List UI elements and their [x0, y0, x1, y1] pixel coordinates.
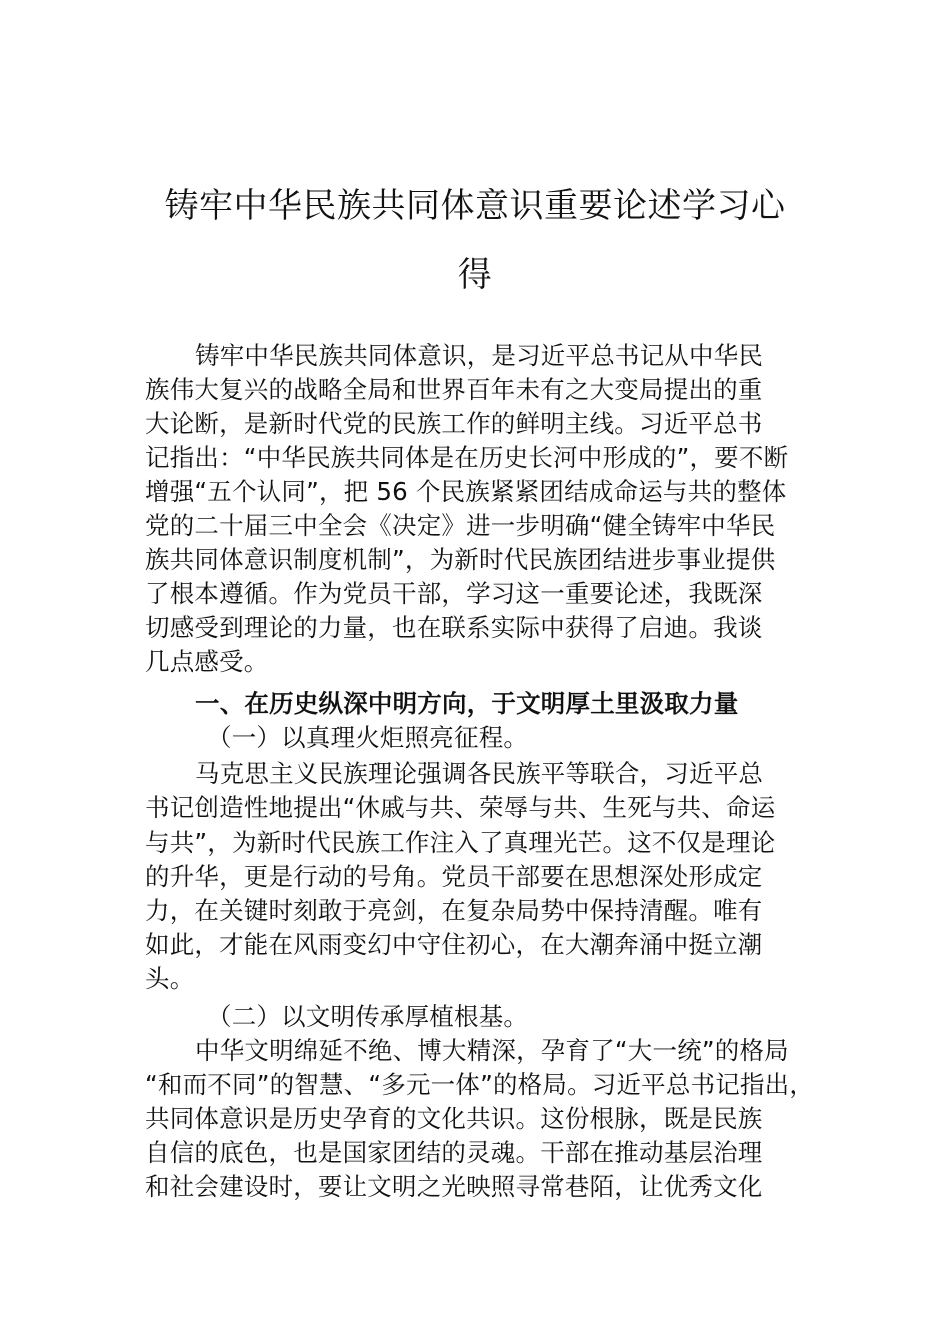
paragraph-line: 中华文明绵延不绝、博大精深，孕育了“大一统”的格局	[195, 1036, 789, 1065]
paragraph-line: 党的二十届三中全会《决定》进一步明确“健全铸牢中华民	[145, 511, 776, 540]
document-title-line-2: 得	[457, 255, 493, 295]
paragraph-line: 力，在关键时刻敢于亮剑，在复杂局势中保持清醒。唯有	[145, 896, 763, 925]
paragraph-line: 铸牢中华民族共同体意识，是习近平总书记从中华民	[195, 341, 764, 370]
paragraph-line: 切感受到理论的力量，也在联系实际中获得了启迪。我谈	[145, 613, 763, 642]
paragraph-line: 族共同体意识制度机制”，为新时代民族团结进步事业提供	[145, 545, 776, 574]
paragraph-line: 大论断，是新时代党的民族工作的鲜明主线。习近平总书	[145, 409, 763, 438]
paragraph-line: 的升华，更是行动的号角。党员干部要在思想深处形成定	[145, 862, 763, 891]
paragraph-line: 族伟大复兴的战略全局和世界百年未有之大变局提出的重	[145, 375, 763, 404]
paragraph-line: 和社会建设时，要让文明之光映照寻常巷陌，让优秀文化	[145, 1172, 763, 1201]
document-title-line-1: 铸牢中华民族共同体意识重要论述学习心	[164, 186, 786, 226]
paragraph-line: 马克思主义民族理论强调各民族平等联合，习近平总	[195, 759, 764, 788]
paragraph-line: 增强“五个认同”，把 56 个民族紧紧团结成命运与共的整体	[145, 477, 787, 506]
paragraph-line: 书记创造性地提出“休戚与共、荣辱与共、生死与共、命运	[145, 793, 776, 822]
paragraph-line: 自信的底色，也是国家团结的灵魂。干部在推动基层治理	[145, 1138, 763, 1167]
paragraph-line: “和而不同”的智慧、“多元一体”的格局。习近平总书记指出，	[145, 1070, 815, 1099]
paragraph-line: 与共”，为新时代民族工作注入了真理光芒。这不仅是理论	[145, 828, 776, 857]
paragraph-line: 头。	[145, 964, 195, 993]
paragraph-line: 记指出：“中华民族共同体是在历史长河中形成的”，要不断	[145, 443, 789, 472]
subsection-heading: （一）以真理火炬照亮征程。	[207, 723, 529, 752]
section-heading: 一、在历史纵深中明方向，于文明厚土里汲取力量	[195, 689, 739, 718]
paragraph-line: 几点感受。	[145, 647, 269, 676]
paragraph-line: 了根本遵循。作为党员干部，学习这一重要论述，我既深	[145, 579, 763, 608]
subsection-heading: （二）以文明传承厚植根基。	[207, 1002, 529, 1031]
paragraph-line: 如此，才能在风雨变幻中守住初心，在大潮奔涌中挺立潮	[145, 930, 763, 959]
paragraph-line: 共同体意识是历史孕育的文化共识。这份根脉，既是民族	[145, 1104, 763, 1133]
